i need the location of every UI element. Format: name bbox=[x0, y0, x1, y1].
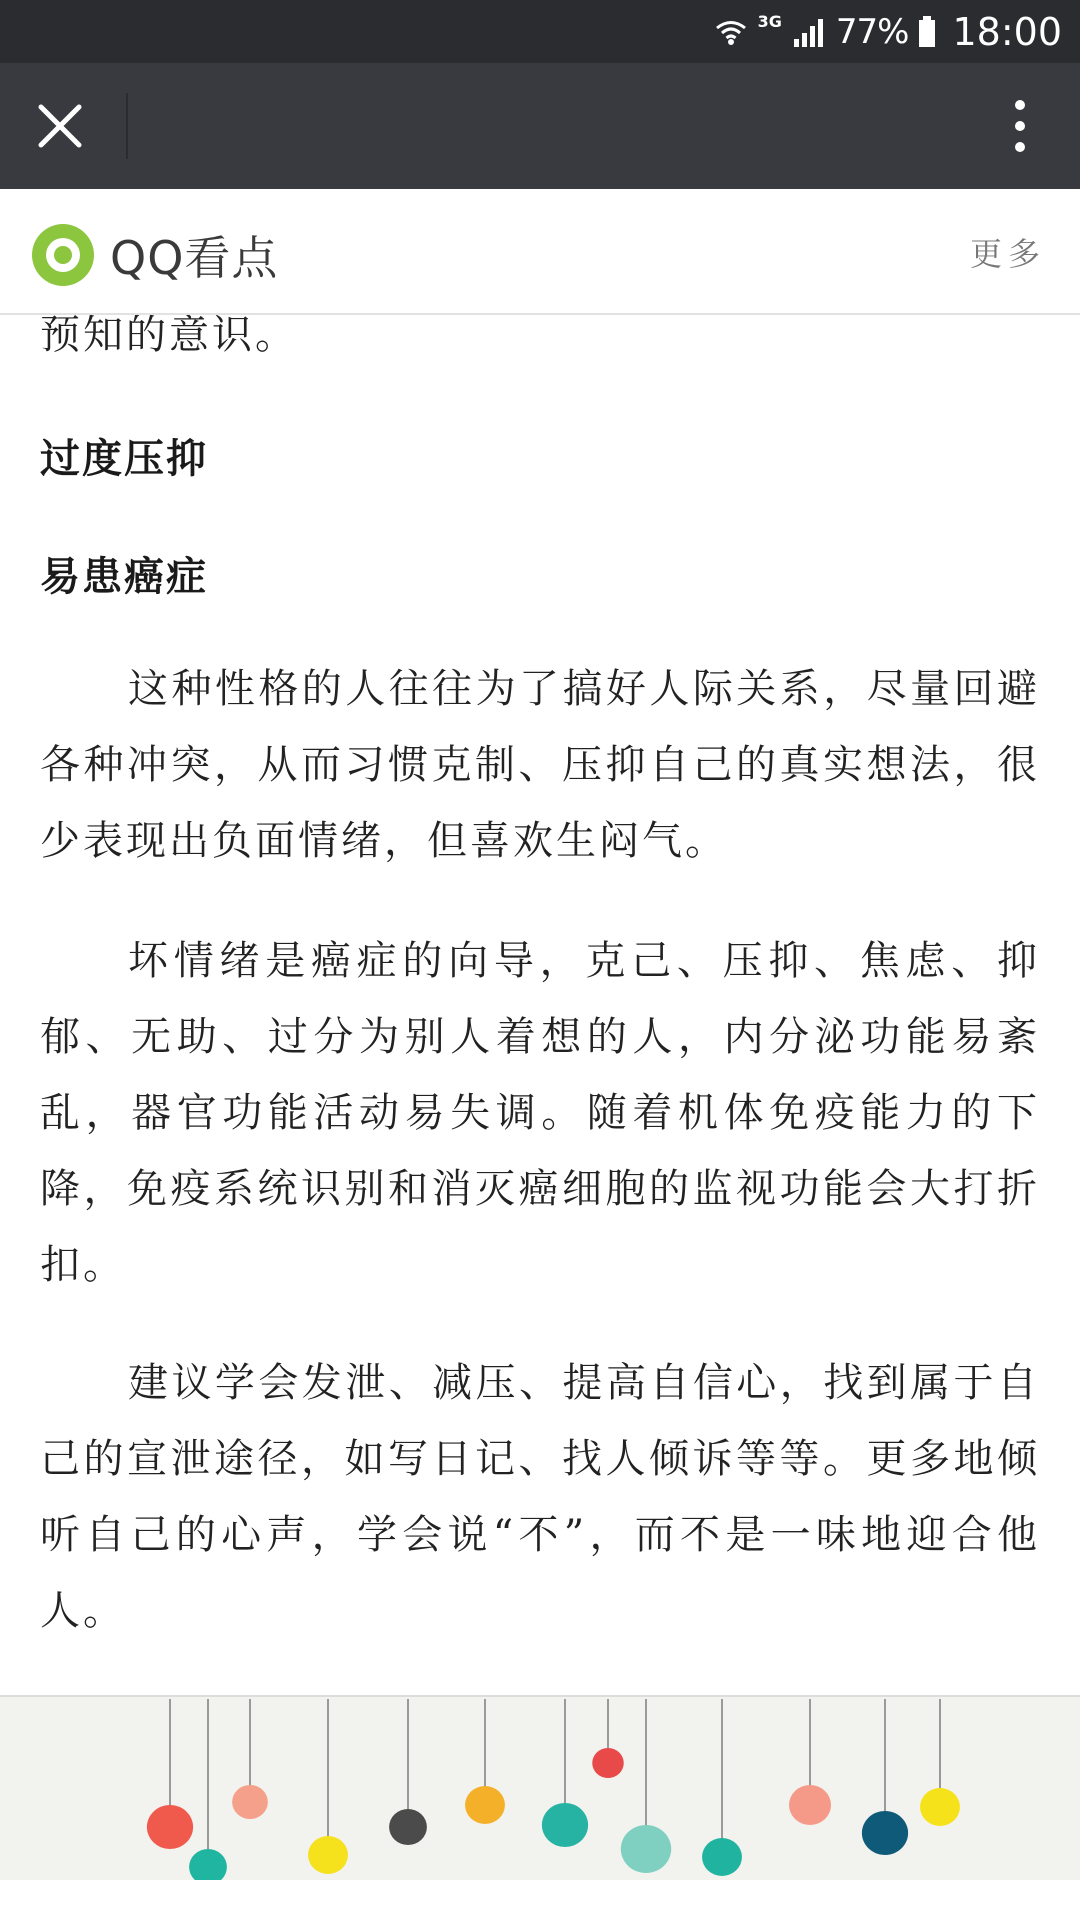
status-bar bbox=[0, 0, 1080, 63]
close-button[interactable] bbox=[30, 96, 90, 156]
brand-header bbox=[0, 189, 1080, 315]
status-indicators bbox=[714, 0, 1062, 63]
hanging-balls-illustration bbox=[0, 1697, 1080, 1882]
battery-icon bbox=[918, 16, 936, 48]
more-link[interactable]: 更多 bbox=[969, 235, 1046, 273]
hanging-ball bbox=[147, 1805, 193, 1849]
decoration-banner bbox=[0, 1695, 1080, 1880]
hanging-ball bbox=[542, 1803, 588, 1847]
article-paragraph-1: 这种性格的人往往为了搞好人际关系，尽量回避各种冲突，从而习惯克制、压抑自己的真实想法，很少表现出负面情绪，但喜欢生闷气。 bbox=[40, 666, 1040, 864]
qq-kandian-logo[interactable] bbox=[30, 222, 278, 288]
article-paragraph-2: 坏情绪是癌症的向导，克己、压抑、焦虑、抑郁、无助、过分为别人着想的人，内分泌功能易紊乱，器官功能活动易失调。随着机体免疫能力的下降，免疫系统识别和消灭癌细胞的监视功能会大打折扣。 bbox=[40, 938, 1040, 1288]
signal-icon bbox=[792, 17, 826, 47]
battery-percentage: 77% bbox=[835, 11, 909, 52]
hanging-ball bbox=[592, 1748, 624, 1778]
webview-title-bar bbox=[0, 63, 1080, 189]
hanging-ball bbox=[862, 1811, 908, 1855]
qq-kandian-logo-icon bbox=[30, 222, 96, 288]
more-vertical-icon bbox=[1010, 99, 1030, 153]
close-icon bbox=[37, 103, 83, 149]
article-body bbox=[0, 315, 1080, 1695]
hanging-ball bbox=[308, 1836, 348, 1874]
article-paragraph-3: 建议学会发泄、减压、提高自信心，找到属于自己的宣泄途径，如写日记、找人倾诉等等。更多地倾听自己的心声，学会说“不”，而不是一味地迎合他人。 bbox=[40, 1360, 1040, 1634]
brand-name: QQ看点 bbox=[110, 231, 279, 285]
section-heading-1: 过度压抑 bbox=[40, 435, 208, 482]
hanging-ball bbox=[702, 1838, 742, 1876]
wifi-icon bbox=[714, 15, 748, 49]
network-type-label: 3G bbox=[757, 12, 782, 31]
partial-line: 预知的意识。 bbox=[40, 315, 298, 358]
section-heading-2: 易患癌症 bbox=[40, 553, 208, 600]
hanging-ball bbox=[189, 1849, 227, 1882]
hanging-ball bbox=[389, 1809, 427, 1845]
bottom-strip bbox=[0, 1880, 1080, 1920]
more-options-button[interactable] bbox=[990, 96, 1050, 156]
hanging-ball bbox=[232, 1785, 268, 1819]
hanging-ball bbox=[920, 1788, 960, 1826]
hanging-ball bbox=[621, 1825, 671, 1873]
title-divider bbox=[126, 93, 128, 159]
hanging-ball bbox=[789, 1785, 831, 1825]
hanging-ball bbox=[465, 1786, 505, 1824]
clock: 18:00 bbox=[952, 9, 1062, 54]
